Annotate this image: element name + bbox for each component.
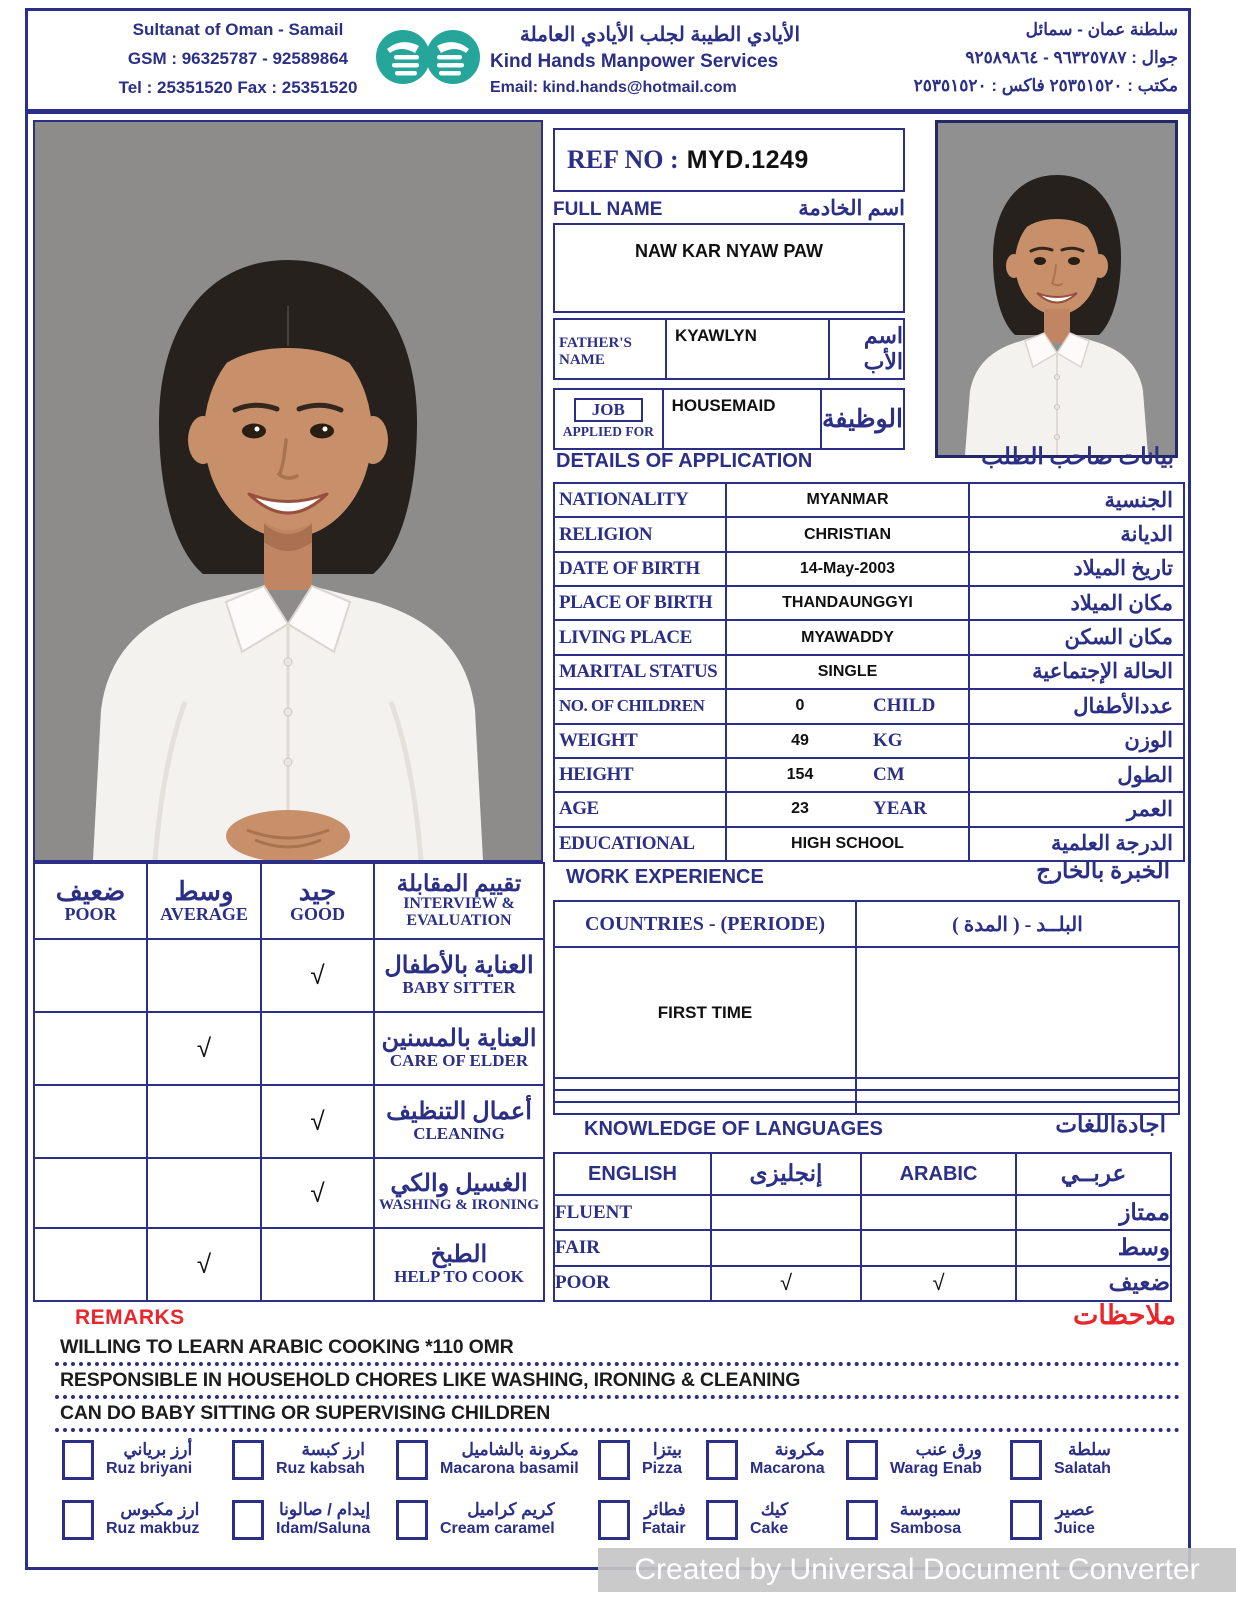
- eval-header-good: جيد GOOD: [261, 863, 374, 939]
- eval-check-good: √: [261, 1085, 374, 1158]
- work-country-cell: [554, 1090, 856, 1102]
- eval-check-average: [147, 1085, 261, 1158]
- eval-skill-label: أعمال التنظيف CLEANING: [374, 1085, 544, 1158]
- eval-check-good: [261, 1228, 374, 1301]
- fathers-name-label-arabic: اسم الأب: [863, 323, 903, 374]
- ref-no-box: [553, 128, 905, 192]
- agency-location-arabic: سلطنة عمان - سمائل: [1025, 20, 1178, 39]
- food-item: ارز مكبوس Ruz makbuz: [62, 1500, 199, 1540]
- food-item: سلطة Salatah: [1010, 1440, 1111, 1480]
- countries-header-arabic: البلــد - ( المدة ): [856, 901, 1179, 947]
- eval-skill-label: الغسيل والكي WASHING & IRONING: [374, 1158, 544, 1228]
- detail-label: MARITAL STATUS: [554, 655, 726, 689]
- detail-value: 23: [791, 800, 809, 818]
- details-title-arabic: بيانات صاحب الطلب: [981, 444, 1174, 469]
- remarks-title-arabic: ملاحظات: [1072, 1300, 1176, 1330]
- applicant-photo-small: [935, 120, 1178, 458]
- lang-level-label: FLUENT: [554, 1195, 711, 1230]
- food-checkbox[interactable]: [232, 1500, 264, 1540]
- work-country-cell: [554, 1102, 856, 1114]
- fathers-name-value: KYAWLYN: [667, 320, 830, 378]
- work-country-cell: [554, 1078, 856, 1090]
- detail-label: RELIGION: [554, 517, 726, 551]
- detail-label-arabic: الديانة: [969, 517, 1184, 551]
- full-name-label: FULL NAME: [553, 199, 663, 220]
- lang-level-arabic: ممتاز: [1016, 1195, 1171, 1230]
- lang-level-label: POOR: [554, 1266, 711, 1301]
- eval-check-poor: [34, 939, 147, 1012]
- food-checkbox[interactable]: [232, 1440, 264, 1480]
- lang-header-arabic-arabic: عربــي: [1016, 1153, 1171, 1195]
- eval-check-poor: [34, 1012, 147, 1085]
- detail-value: 0: [795, 697, 805, 715]
- agency-name-english: Kind Hands Manpower Services: [490, 51, 779, 72]
- detail-unit: KG: [873, 729, 903, 751]
- work-experience-title-arabic: الخبرة بالخارج: [1036, 858, 1170, 883]
- agency-office-fax-arabic: مكتب : ٢٥٣٥١٥٢٠ فاكس : ٢٥٣٥١٥٢٠: [913, 76, 1178, 95]
- eval-check-poor: [34, 1228, 147, 1301]
- dotted-divider: [55, 1362, 1180, 1366]
- job-applied-for-label: APPLIED FOR: [562, 424, 654, 439]
- detail-value: HIGH SCHOOL: [791, 834, 904, 852]
- remark-line: CAN DO BABY SITTING OR SUPERVISING CHILDREN: [60, 1402, 551, 1424]
- food-checkbox[interactable]: [1010, 1440, 1042, 1480]
- detail-value: 154: [786, 766, 814, 784]
- detail-label: WEIGHT: [554, 724, 726, 758]
- detail-label-arabic: تاريخ الميلاد: [969, 552, 1184, 586]
- detail-unit: YEAR: [873, 798, 927, 820]
- detail-value: MYAWADDY: [801, 628, 894, 646]
- full-name-label-arabic: اسم الخادمة: [798, 196, 905, 220]
- eval-check-good: √: [261, 939, 374, 1012]
- detail-label: PLACE OF BIRTH: [554, 586, 726, 620]
- job-label: JOB: [574, 398, 643, 422]
- food-item: بيتزا Pizza: [598, 1440, 682, 1480]
- food-checkbox[interactable]: [846, 1500, 878, 1540]
- eval-header-title: تقييم المقابلة INTERVIEW & EVALUATION: [374, 863, 544, 939]
- food-item: عصير Juice: [1010, 1500, 1095, 1540]
- food-checkbox[interactable]: [598, 1440, 630, 1480]
- food-item: مكرونة بالشاميل Macarona basamil: [396, 1440, 579, 1480]
- detail-label-arabic: العمر: [969, 792, 1184, 826]
- agency-gsm: GSM : 96325787 - 92589864: [127, 49, 349, 68]
- food-item: ارز كبسة Ruz kabsah: [232, 1440, 365, 1480]
- job-applied-row: [553, 388, 905, 450]
- work-experience-table: [553, 900, 1178, 1115]
- detail-label: LIVING PLACE: [554, 620, 726, 654]
- detail-label-arabic: الجنسية: [969, 483, 1184, 517]
- fathers-name-label: FATHER'S NAME: [559, 334, 632, 368]
- detail-label-arabic: الوزن: [969, 724, 1184, 758]
- work-country-cell: FIRST TIME: [554, 947, 856, 1078]
- food-checkbox[interactable]: [62, 1500, 94, 1540]
- lang-header-arabic: ARABIC: [861, 1153, 1016, 1195]
- dotted-divider: [55, 1428, 1180, 1432]
- detail-unit: CM: [873, 764, 905, 786]
- detail-value: MYANMAR: [806, 491, 889, 509]
- remarks-title: REMARKS: [75, 1306, 185, 1329]
- lang-english-check: √: [711, 1266, 861, 1301]
- food-checkbox[interactable]: [706, 1500, 738, 1540]
- lang-level-arabic: وسط: [1016, 1230, 1171, 1265]
- food-checkbox[interactable]: [62, 1440, 94, 1480]
- agency-gsm-arabic: جوال : ٩٦٣٢٥٧٨٧ - ٩٢٥٨٩٨٦٤: [965, 48, 1178, 67]
- detail-label: EDUCATIONAL: [554, 827, 726, 861]
- agency-email: Email: kind.hands@hotmail.com: [490, 79, 737, 96]
- full-name-row: [553, 196, 905, 221]
- detail-label-arabic: مكان السكن: [969, 620, 1184, 654]
- eval-check-average: [147, 939, 261, 1012]
- eval-check-average: [147, 1158, 261, 1228]
- kind-hands-logo-icon: [372, 26, 484, 93]
- detail-label-arabic: مكان الميلاد: [969, 586, 1184, 620]
- detail-label: AGE: [554, 792, 726, 826]
- eval-check-poor: [34, 1158, 147, 1228]
- eval-header-poor: ضعيف POOR: [34, 863, 147, 939]
- lang-arabic-check: √: [861, 1266, 1016, 1301]
- work-experience-title: WORK EXPERIENCE: [566, 866, 764, 888]
- detail-label-arabic: الطول: [969, 758, 1184, 792]
- detail-value: 14-May-2003: [799, 559, 896, 577]
- watermark-banner: Created by Universal Document Converter: [598, 1548, 1236, 1592]
- agency-tel-fax: Tel : 25351520 Fax : 25351520: [118, 78, 358, 97]
- fathers-name-row: [553, 318, 905, 380]
- lang-english-check: [711, 1230, 861, 1265]
- food-item: مكرونة Macarona: [706, 1440, 825, 1480]
- applicant-photo-large: [33, 120, 543, 862]
- lang-arabic-check: [861, 1195, 1016, 1230]
- lang-arabic-check: [861, 1230, 1016, 1265]
- food-item: سمبوسة Sambosa: [846, 1500, 961, 1540]
- detail-label-arabic: عددالأطفال: [969, 689, 1184, 723]
- eval-check-good: √: [261, 1158, 374, 1228]
- eval-check-poor: [34, 1085, 147, 1158]
- agency-name-arabic: الأيادي الطيبة لجلب الأيادي العاملة: [519, 24, 800, 46]
- food-item: إيدام / صالونا Idam/Saluna: [232, 1500, 370, 1540]
- detail-value: CHRISTIAN: [803, 525, 892, 543]
- food-checkbox[interactable]: [598, 1500, 630, 1540]
- languages-title: KNOWLEDGE OF LANGUAGES: [584, 1118, 883, 1140]
- ref-no-label: REF NO :: [567, 145, 679, 174]
- work-period-cell: [856, 947, 1179, 1078]
- remark-line: RESPONSIBLE IN HOUSEHOLD CHORES LIKE WASHING, IRONING & CLEANING: [60, 1369, 801, 1391]
- full-name-value: NAW KAR NYAW PAW: [553, 223, 905, 313]
- detail-value: 49: [791, 731, 809, 749]
- job-label-arabic: الوظيفة: [822, 406, 903, 433]
- eval-skill-label: العناية بالمسنين CARE OF ELDER: [374, 1012, 544, 1085]
- detail-label: DATE OF BIRTH: [554, 552, 726, 586]
- eval-check-average: √: [147, 1012, 261, 1085]
- detail-label: NO. OF CHILDREN: [554, 689, 726, 723]
- food-item: كيك Cake: [706, 1500, 788, 1540]
- work-period-cell: [856, 1078, 1179, 1090]
- food-checkbox[interactable]: [396, 1500, 428, 1540]
- details-title: DETAILS OF APPLICATION: [556, 450, 813, 472]
- eval-check-good: [261, 1012, 374, 1085]
- remark-line: WILLING TO LEARN ARABIC COOKING *110 OMR: [60, 1336, 514, 1358]
- food-item: كريم كراميل Cream caramel: [396, 1500, 555, 1540]
- lang-level-arabic: ضعيف: [1016, 1266, 1171, 1301]
- food-checkbox[interactable]: [846, 1440, 878, 1480]
- languages-title-arabic: اجادةاللغات: [1055, 1112, 1166, 1137]
- lang-header-english: ENGLISH: [554, 1153, 711, 1195]
- food-checkbox[interactable]: [1010, 1500, 1042, 1540]
- food-item: أرز برياني Ruz briyani: [62, 1440, 192, 1480]
- eval-check-average: √: [147, 1228, 261, 1301]
- dotted-divider: [55, 1395, 1180, 1399]
- header-divider: [25, 109, 1191, 114]
- food-item: فطائر Fatair: [598, 1500, 686, 1540]
- countries-header: COUNTRIES - (PERIODE): [554, 901, 856, 947]
- languages-table: [553, 1152, 1170, 1302]
- food-item: ورق عنب Warag Enab: [846, 1440, 982, 1480]
- detail-unit: CHILD: [873, 695, 936, 717]
- details-table: [553, 482, 1183, 862]
- lang-header-english-arabic: إنجليزى: [711, 1153, 861, 1195]
- lang-level-label: FAIR: [554, 1230, 711, 1265]
- ref-no-value: MYD.1249: [686, 145, 809, 174]
- agency-contact-left: [88, 20, 388, 107]
- interview-evaluation-table: [33, 862, 543, 1302]
- work-period-cell: [856, 1090, 1179, 1102]
- eval-skill-label: العناية بالأطفال BABY SITTER: [374, 939, 544, 1012]
- food-checkbox[interactable]: [706, 1440, 738, 1480]
- lang-english-check: [711, 1195, 861, 1230]
- detail-label-arabic: الحالة الإجتماعية: [969, 655, 1184, 689]
- detail-value: SINGLE: [817, 662, 878, 680]
- eval-skill-label: الطبخ HELP TO COOK: [374, 1228, 544, 1301]
- eval-header-average: وسط AVERAGE: [147, 863, 261, 939]
- detail-value: THANDAUNGGYI: [782, 594, 913, 612]
- detail-label: NATIONALITY: [554, 483, 726, 517]
- agency-contact-arabic: [838, 20, 1178, 104]
- detail-label-arabic: الدرجة العلمية: [969, 827, 1184, 861]
- detail-label: HEIGHT: [554, 758, 726, 792]
- job-value: HOUSEMAID: [664, 390, 822, 448]
- agency-identity: [490, 22, 800, 97]
- agency-location: Sultanat of Oman - Samail: [132, 20, 344, 39]
- food-checkbox[interactable]: [396, 1440, 428, 1480]
